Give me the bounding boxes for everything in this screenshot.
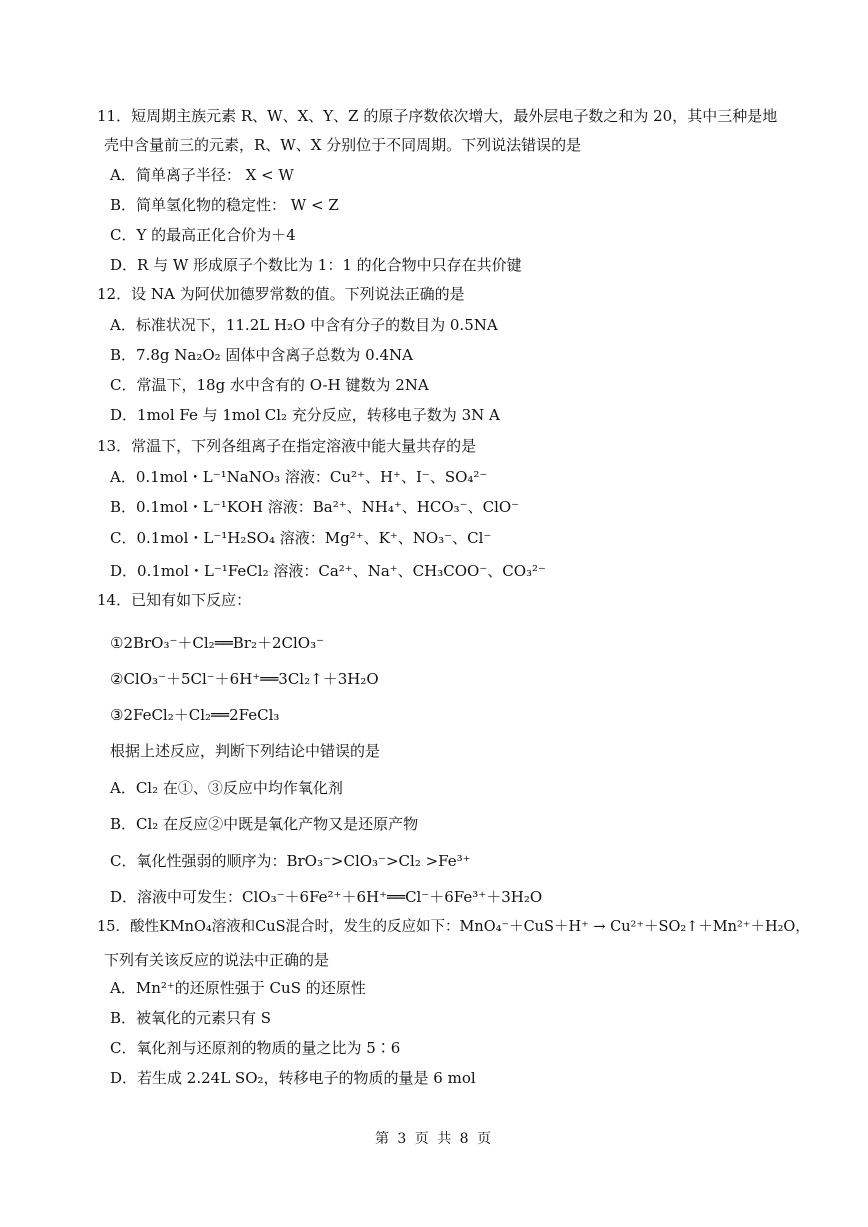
q13-option-d: D．0.1mol・L⁻¹FeCl₂ 溶液：Ca²⁺、Na⁺、CH₃COO⁻、CO₃²⁻ <box>110 562 546 580</box>
q14-reaction-1: ①2BrO₃⁻＋Cl₂══Br₂＋2ClO₃⁻ <box>110 634 325 652</box>
q13-stem: 13．常温下，下列各组离子在指定溶液中能大量共存的是 <box>97 437 477 455</box>
q15-option-a: A．Mn²⁺的还原性强于 CuS 的还原性 <box>110 979 366 997</box>
q14-option-b: B．Cl₂ 在反应②中既是氧化产物又是还原产物 <box>110 815 419 833</box>
q14-option-c: C．氧化性强弱的顺序为：BrO₃⁻>ClO₃⁻>Cl₂ >Fe³⁺ <box>110 852 471 870</box>
q11-option-d: D．R 与 W 形成原子个数比为 1：1 的化合物中只存在共价键 <box>110 256 522 274</box>
page-footer: 第 3 页 共 8 页 <box>374 1131 494 1147</box>
q14-option-d: D．溶液中可发生：ClO₃⁻＋6Fe²⁺＋6H⁺══Cl⁻＋6Fe³⁺＋3H₂O <box>110 888 543 906</box>
q15-option-b: B．被氧化的元素只有 S <box>110 1009 272 1027</box>
q13-option-b: B．0.1mol・L⁻¹KOH 溶液：Ba²⁺、NH₄⁺、HCO₃⁻、ClO⁻ <box>110 498 520 516</box>
q12-option-d: D．1mol Fe 与 1mol Cl₂ 充分反应，转移电子数为 3N A <box>110 406 500 424</box>
q15-stem-line1: 15．酸性KMnO₄溶液和CuS混合时，发生的反应如下：MnO₄⁻＋CuS＋H⁺ → Cu²⁺＋SO₂↑＋Mn²⁺＋H₂O， <box>97 919 810 935</box>
q12-option-c: C．常温下，18g 水中含有的 O-H 键数为 2NA <box>110 376 429 394</box>
q14-option-a: A．Cl₂ 在①、③反应中均作氧化剂 <box>110 779 343 797</box>
q11-stem-line1: 11．短周期主族元素 R、W、X、Y、Z 的原子序数依次增大，最外层电子数之和为 20，其中三种是地 <box>97 107 778 125</box>
q14-question: 根据上述反应，判断下列结论中错误的是 <box>110 742 381 760</box>
q12-option-a: A．标准状况下，11.2L H₂O 中含有分子的数目为 0.5NA <box>110 316 498 334</box>
q11-option-b: B．简单氢化物的稳定性： W < Z <box>110 196 339 214</box>
q13-option-a: A．0.1mol・L⁻¹NaNO₃ 溶液：Cu²⁺、H⁺、I⁻、SO₄²⁻ <box>110 468 488 486</box>
q14-stem: 14．已知有如下反应： <box>97 591 252 609</box>
q12-option-b: B．7.8g Na₂O₂ 固体中含离子总数为 0.4NA <box>110 346 413 364</box>
q15-stem-line2: 下列有关该反应的说法中正确的是 <box>104 951 330 969</box>
q15-option-c: C．氧化剂与还原剂的物质的量之比为 5∶6 <box>110 1039 401 1057</box>
q14-reaction-3: ③2FeCl₂＋Cl₂══2FeCl₃ <box>110 706 280 724</box>
q11-option-a: A．简单离子半径： X < W <box>110 166 294 184</box>
q13-option-c: C．0.1mol・L⁻¹H₂SO₄ 溶液：Mg²⁺、K⁺、NO₃⁻、Cl⁻ <box>110 529 492 547</box>
q11-stem-line2: 壳中含量前三的元素，R、W、X 分别位于不同周期。下列说法错误的是 <box>104 136 582 154</box>
q14-reaction-2: ②ClO₃⁻＋5Cl⁻＋6H⁺══3Cl₂↑＋3H₂O <box>110 670 379 688</box>
q12-stem: 12．设 NA 为阿伏加德罗常数的值。下列说法正确的是 <box>97 285 465 303</box>
q15-option-d: D．若生成 2.24L SO₂，转移电子的物质的量是 6 mol <box>110 1069 476 1087</box>
q11-option-c: C．Y 的最高正化合价为＋4 <box>110 226 296 244</box>
